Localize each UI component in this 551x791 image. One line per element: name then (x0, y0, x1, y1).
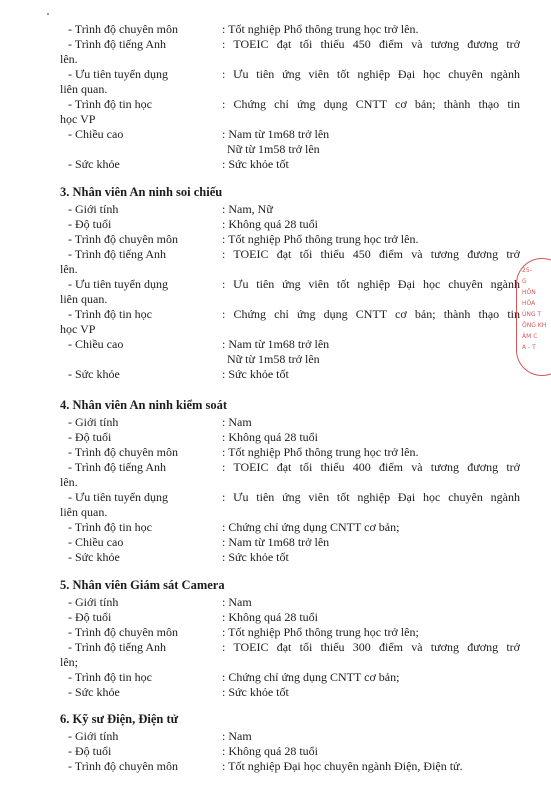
requirement-spacer (60, 352, 222, 367)
requirement-value: : Nam (222, 729, 252, 743)
requirement-label: - Trình độ tiếng Anh (68, 37, 167, 51)
requirement-row (60, 460, 520, 475)
requirement-continuation: lên; (60, 655, 78, 669)
requirement-value: : Ưu tiên ứng viên tốt nghiệp Đại học chuyên ngành (222, 67, 520, 81)
requirement-value: : Sức khỏe tốt (222, 550, 289, 564)
requirement-label: - Sức khỏe (68, 367, 120, 381)
requirement-value: : Ưu tiên ứng viên tốt nghiệp Đại học chuyên ngành (222, 277, 520, 291)
requirement-row (60, 247, 520, 262)
requirement-label: - Ưu tiên tuyển dụng (68, 490, 168, 504)
requirement-row (60, 430, 520, 445)
requirement-label: - Trình độ chuyên môn (68, 232, 179, 246)
stamp-text-line: HÓA (522, 300, 536, 307)
requirement-continuation: lên. (60, 262, 78, 276)
section-4 (60, 397, 520, 565)
requirement-row (60, 670, 520, 685)
requirement-continuation: liên quan. (60, 292, 108, 306)
requirement-label: - Trình độ tin học (68, 307, 153, 321)
stamp-text-line: ÔNG KH (522, 322, 547, 329)
section-continued (60, 22, 520, 172)
requirement-row-second (60, 142, 520, 157)
stamp-text-line: A - T (522, 344, 536, 351)
requirement-value: : Nam từ 1m68 trở lên (222, 337, 330, 351)
requirement-label: - Giới tính (68, 729, 119, 743)
requirement-row (60, 307, 520, 322)
requirement-label: - Trình độ tin học (68, 670, 153, 684)
requirement-value: : Tốt nghiệp Phổ thông trung học trở lên. (222, 232, 419, 246)
requirement-row (60, 277, 520, 292)
requirement-label: - Trình độ tiếng Anh (68, 640, 167, 654)
requirement-row (60, 595, 520, 610)
requirement-spacer (60, 142, 222, 157)
requirement-row (60, 520, 520, 535)
requirement-row (60, 217, 520, 232)
requirement-row (60, 37, 520, 52)
requirement-continuation: liên quan. (60, 82, 108, 96)
requirement-row (60, 685, 520, 700)
requirement-label: - Chiều cao (68, 535, 124, 549)
requirement-value: : Không quá 28 tuổi (222, 610, 318, 624)
requirement-value: : TOEIC đạt tối thiểu 450 điểm và tương đương trở (222, 37, 520, 51)
requirement-continuation: học VP (60, 112, 96, 126)
requirement-label: - Độ tuổi (68, 430, 112, 444)
requirement-label: - Trình độ chuyên môn (68, 445, 179, 459)
requirement-value: : Chứng chỉ ứng dụng CNTT cơ bản; thành thạo tin (222, 97, 520, 111)
requirement-row (60, 610, 520, 625)
red-seal-stamp (516, 258, 551, 376)
requirement-value: : Sức khỏe tốt (222, 157, 289, 171)
requirement-label: - Độ tuổi (68, 744, 112, 758)
stamp-text-line: HÔN (522, 289, 536, 296)
requirement-row (60, 337, 520, 352)
requirement-row (60, 744, 520, 759)
stamp-text-line: 25- (522, 267, 532, 274)
requirement-label: - Giới tính (68, 415, 119, 429)
requirement-label: - Chiều cao (68, 337, 124, 351)
requirement-row (60, 97, 520, 112)
scan-speck (47, 13, 49, 15)
requirement-value: : Không quá 28 tuổi (222, 744, 318, 758)
section-title: 5. Nhân viên Giám sát Camera (60, 578, 225, 592)
requirement-value: : Không quá 28 tuổi (222, 430, 318, 444)
requirement-value: : Ưu tiên ứng viên tốt nghiệp Đại học chuyên ngành (222, 490, 520, 504)
requirement-continuation: lên. (60, 475, 78, 489)
requirement-label: - Chiều cao (68, 127, 124, 141)
section-5 (60, 577, 520, 700)
requirement-label: - Sức khỏe (68, 685, 120, 699)
requirement-value: : TOEIC đạt tối thiểu 450 điểm và tương đương trở (222, 247, 520, 261)
requirement-continuation: học VP (60, 322, 96, 336)
requirement-label: - Ưu tiên tuyển dụng (68, 277, 168, 291)
requirement-value: : Nam, Nữ (222, 202, 273, 216)
requirement-label: - Độ tuổi (68, 610, 112, 624)
section-6 (60, 711, 520, 774)
requirement-label: - Trình độ tin học (68, 520, 153, 534)
requirement-value: : Không quá 28 tuổi (222, 217, 318, 231)
requirement-value: : TOEIC đạt tối thiểu 300 điểm và tương đương trở (222, 640, 520, 654)
section-3 (60, 184, 520, 382)
requirement-value: : Sức khỏe tốt (222, 685, 289, 699)
requirement-value: : Tốt nghiệp Phổ thông trung học trở lên. (222, 22, 419, 36)
requirement-value-second: Nữ từ 1m58 trở lên (227, 352, 320, 366)
requirement-value: : Tốt nghiệp Phổ thông trung học trở lên. (222, 445, 419, 459)
requirement-row (60, 415, 520, 430)
requirement-row (60, 67, 520, 82)
requirement-value-second: Nữ từ 1m58 trở lên (227, 142, 320, 156)
requirement-row-second (60, 352, 520, 367)
requirement-label: - Sức khỏe (68, 550, 120, 564)
requirement-value: : Tốt nghiệp Đại học chuyên ngành Điện, Điện tử. (222, 759, 463, 773)
requirement-value: : Tốt nghiệp Phổ thông trung học trở lên; (222, 625, 419, 639)
requirement-label: - Sức khỏe (68, 157, 120, 171)
requirement-label: - Giới tính (68, 202, 119, 216)
requirement-label: - Trình độ chuyên môn (68, 22, 179, 36)
requirement-row (60, 729, 520, 744)
requirement-value: : TOEIC đạt tối thiểu 400 điểm và tương đương trở (222, 460, 520, 474)
requirement-label: - Độ tuổi (68, 217, 112, 231)
requirement-row (60, 127, 520, 142)
requirement-value: : Nam từ 1m68 trở lên (222, 535, 330, 549)
requirement-row (60, 232, 520, 247)
requirement-label: - Ưu tiên tuyển dụng (68, 67, 168, 81)
requirement-value: : Chứng chỉ ứng dụng CNTT cơ bản; (222, 520, 400, 534)
requirement-row (60, 445, 520, 460)
requirement-label: - Giới tính (68, 595, 119, 609)
section-title: 3. Nhân viên An ninh soi chiếu (60, 185, 223, 199)
requirement-continuation: liên quan. (60, 505, 108, 519)
requirement-row (60, 550, 520, 565)
requirement-label: - Trình độ chuyên môn (68, 759, 179, 773)
requirement-value: : Sức khỏe tốt (222, 367, 289, 381)
requirement-value: : Nam (222, 595, 252, 609)
requirement-row (60, 157, 520, 172)
requirement-label: - Trình độ tin học (68, 97, 153, 111)
requirement-label: - Trình độ tiếng Anh (68, 460, 167, 474)
stamp-text-line: ÙNG T (522, 311, 542, 318)
requirement-row (60, 22, 520, 37)
requirement-value: : Chứng chỉ ứng dụng CNTT cơ bản; thành thạo tin (222, 307, 520, 321)
requirement-row (60, 367, 520, 382)
requirement-row (60, 640, 520, 655)
requirement-row (60, 759, 520, 774)
requirement-label: - Trình độ chuyên môn (68, 625, 179, 639)
requirement-row (60, 202, 520, 217)
stamp-text-line: ÀM C (522, 333, 538, 340)
section-title: 6. Kỹ sư Điện, Điện tử (60, 712, 179, 726)
requirement-row (60, 490, 520, 505)
requirement-row (60, 625, 520, 640)
requirement-label: - Trình độ tiếng Anh (68, 247, 167, 261)
requirement-continuation: lên. (60, 52, 78, 66)
stamp-text-line: G (522, 278, 527, 285)
section-title: 4. Nhân viên An ninh kiểm soát (60, 398, 228, 412)
requirement-row (60, 535, 520, 550)
requirement-value: : Nam từ 1m68 trở lên (222, 127, 330, 141)
requirement-value: : Nam (222, 415, 252, 429)
requirement-value: : Chứng chỉ ứng dụng CNTT cơ bản; (222, 670, 400, 684)
